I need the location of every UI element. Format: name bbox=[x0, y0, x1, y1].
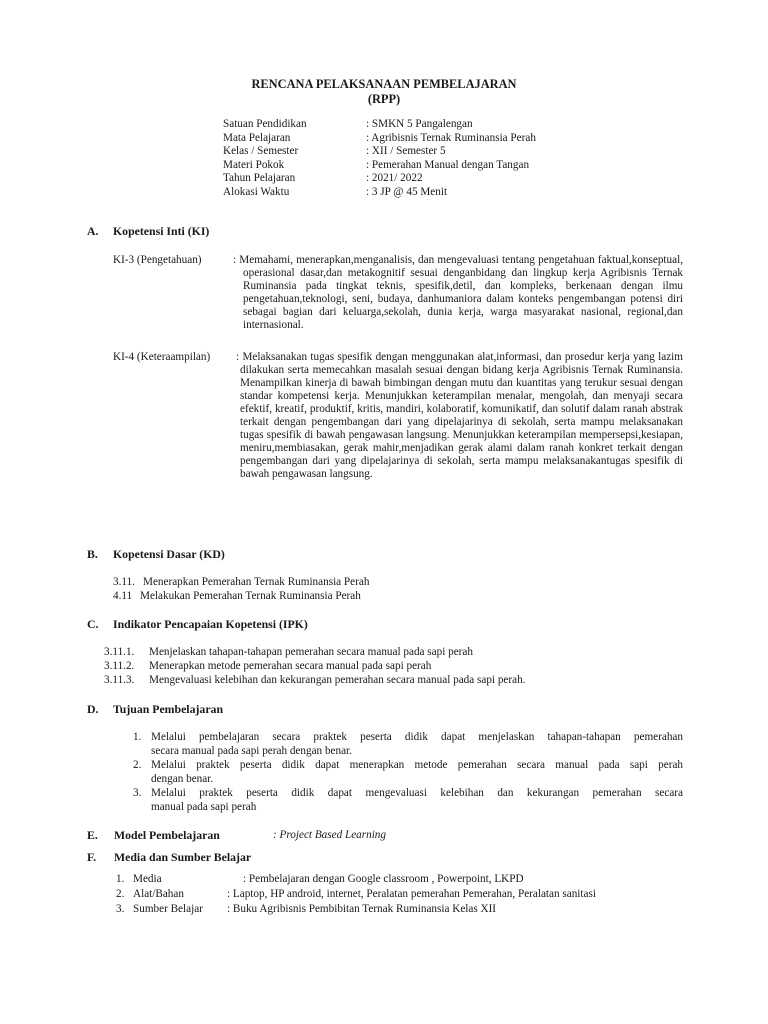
kd-text: Menerapkan Pemerahan Ternak Ruminansia Perah bbox=[143, 576, 370, 588]
info-row bbox=[223, 172, 643, 186]
document-subtitle: (RPP) bbox=[367, 92, 401, 106]
media-label: Alat/Bahan bbox=[133, 888, 184, 900]
section-f-letter: F. bbox=[87, 850, 97, 864]
tujuan-number: 3. bbox=[133, 787, 142, 799]
tujuan-line: Melalui praktek peserta didik dapat mengevaluasi kelebihan dan kekurangan pemerahan secara bbox=[151, 787, 683, 799]
section-e-value: : Project Based Learning bbox=[273, 829, 386, 841]
section-a-letter: A. bbox=[87, 224, 99, 238]
media-value: : Laptop, HP android, internet, Peralatan pemerahan Pemerahan, Peralatan sanitasi bbox=[227, 888, 596, 900]
document-title: RENCANA PELAKSANAAN PEMBELAJARAN bbox=[251, 77, 517, 91]
info-row bbox=[223, 132, 643, 146]
info-label: Materi Pokok bbox=[223, 158, 285, 171]
info-value: : Agribisnis Ternak Ruminansia Perah bbox=[366, 131, 536, 144]
kd-text: Melakukan Pemerahan Ternak Ruminansia Perah bbox=[140, 590, 361, 602]
ki4-label: KI-4 (Keteraampilan) bbox=[113, 351, 211, 363]
ki4-text bbox=[236, 351, 683, 481]
tujuan-number: 1. bbox=[133, 731, 142, 743]
info-label: Alokasi Waktu bbox=[223, 185, 290, 198]
section-f-title: Media dan Sumber Belajar bbox=[114, 850, 252, 864]
media-number: 1. bbox=[116, 873, 125, 885]
info-value: : SMKN 5 Pangalengan bbox=[366, 118, 473, 130]
section-e-letter: E. bbox=[87, 828, 98, 842]
info-value: : XII / Semester 5 bbox=[366, 145, 446, 157]
ipk-text: Menjelaskan tahapan-tahapan pemerahan secara manual pada sapi perah bbox=[149, 646, 473, 658]
section-a-title: Kopetensi Inti (KI) bbox=[113, 224, 210, 238]
tujuan-line: dengan benar. bbox=[151, 773, 214, 785]
info-row bbox=[223, 145, 643, 159]
tujuan-line: Melalui praktek peserta didik dapat menerapkan metode pemerahan secara manual pada sapi perah bbox=[151, 759, 683, 771]
ki3-paragraph: : Memahami, menerapkan,menganalisis, dan mengevaluasi tentang pengetahuan faktual,konseptual, operasional dasar,dan metakognitif sesuai denganbidang dan lingkup kerja Agribisnis Ternak Ruminansia pada tingkat teknis, spesifik,detil, dan kompleks, berkenaan dengan ilmu pengetahuan,teknologi, seni, budaya, danhumaniora dalam konteks pengembangan potensi diri sebagai bagian dari keluarga,sekolah, dunia kerja, warga masyarakat nasional, regional,dan internasional. bbox=[233, 254, 683, 331]
info-value: : Pemerahan Manual dengan Tangan bbox=[366, 158, 530, 171]
kd-number: 3.11. bbox=[113, 576, 135, 588]
ipk-number: 3.11.1. bbox=[104, 646, 135, 658]
info-label: Satuan Pendidikan bbox=[223, 118, 307, 130]
section-d-letter: D. bbox=[87, 702, 99, 716]
tujuan-line: manual pada sapi perah bbox=[151, 801, 257, 813]
section-c-title: Indikator Pencapaian Kopetensi (IPK) bbox=[113, 617, 308, 631]
ipk-number: 3.11.2. bbox=[104, 660, 135, 672]
ipk-text: Mengevaluasi kelebihan dan kekurangan pemerahan secara manual pada sapi perah. bbox=[149, 674, 526, 686]
media-number: 2. bbox=[116, 888, 125, 900]
ki3-text bbox=[233, 254, 683, 332]
info-row bbox=[223, 159, 643, 173]
tujuan-line: Melalui pembelajaran secara praktek peserta didik dapat menjelaskan tahapan-tahapan pemerahan bbox=[151, 731, 683, 743]
section-e-title: Model Pembelajaran bbox=[114, 828, 220, 842]
ki4-paragraph: : Melaksanakan tugas spesifik dengan menggunakan alat,informasi, dan prosedur kerja yang lazim dilakukan serta memecahkan masalah sesuai dengan bidang kerja Agribisnis Ternak Ruminansia. Menampilkan kinerja di bawah bimbingan dengan mutu dan kuantitas yang terukur sesuai dengan standar kompetensi kerja. Menunjukkan keterampilan menalar, mengolah, dan menyaji secara efektif, kreatif, produktif, kritis, mandiri, kolaboratif, komunikatif, dan solutif dalam ranah abstrak terkait dengan pengembangan dari yang dipelajarinya di sekolah, serta mampu melaksanakan tugas spesifik di bawah pengawasan langsung. Menunjukkan keterampilan mempersepsi,kesiapan, meniru,membiasakan, gerak mahir,menjadikan gerak alami dalam ranah konkret terkait dengan pengembangan dari yang dipelajarinya di sekolah, serta mampu melaksanakantugas spesifik di bawah pengawasan langsung. bbox=[236, 351, 683, 480]
media-label: Sumber Belajar bbox=[133, 903, 203, 915]
tujuan-line: secara manual pada sapi perah dengan benar. bbox=[151, 745, 352, 757]
tujuan-number: 2. bbox=[133, 759, 142, 771]
info-label: Mata Pelajaran bbox=[223, 131, 291, 144]
info-label: Tahun Pelajaran bbox=[223, 172, 296, 184]
section-b-letter: B. bbox=[87, 547, 98, 561]
section-b-title: Kopetensi Dasar (KD) bbox=[113, 547, 225, 561]
media-value: : Buku Agribisnis Pembibitan Ternak Ruminansia Kelas XII bbox=[227, 903, 497, 915]
ipk-number: 3.11.3. bbox=[104, 674, 135, 686]
media-value: : Pembelajaran dengan Google classroom , Powerpoint, LKPD bbox=[243, 873, 524, 885]
ki3-label: KI-3 (Pengetahuan) bbox=[113, 254, 202, 266]
info-row bbox=[223, 118, 643, 132]
media-label: Media bbox=[133, 873, 162, 885]
info-label: Kelas / Semester bbox=[223, 145, 299, 157]
info-value: : 2021/ 2022 bbox=[366, 172, 423, 184]
ipk-text: Menerapkan metode pemerahan secara manual pada sapi perah bbox=[149, 660, 432, 672]
section-c-letter: C. bbox=[87, 617, 99, 631]
info-row bbox=[223, 186, 643, 200]
section-d-title: Tujuan Pembelajaran bbox=[113, 702, 224, 716]
info-value: : 3 JP @ 45 Menit bbox=[366, 185, 448, 198]
identity-block bbox=[223, 118, 643, 199]
media-number: 3. bbox=[116, 903, 125, 915]
kd-number: 4.11 bbox=[113, 590, 133, 602]
